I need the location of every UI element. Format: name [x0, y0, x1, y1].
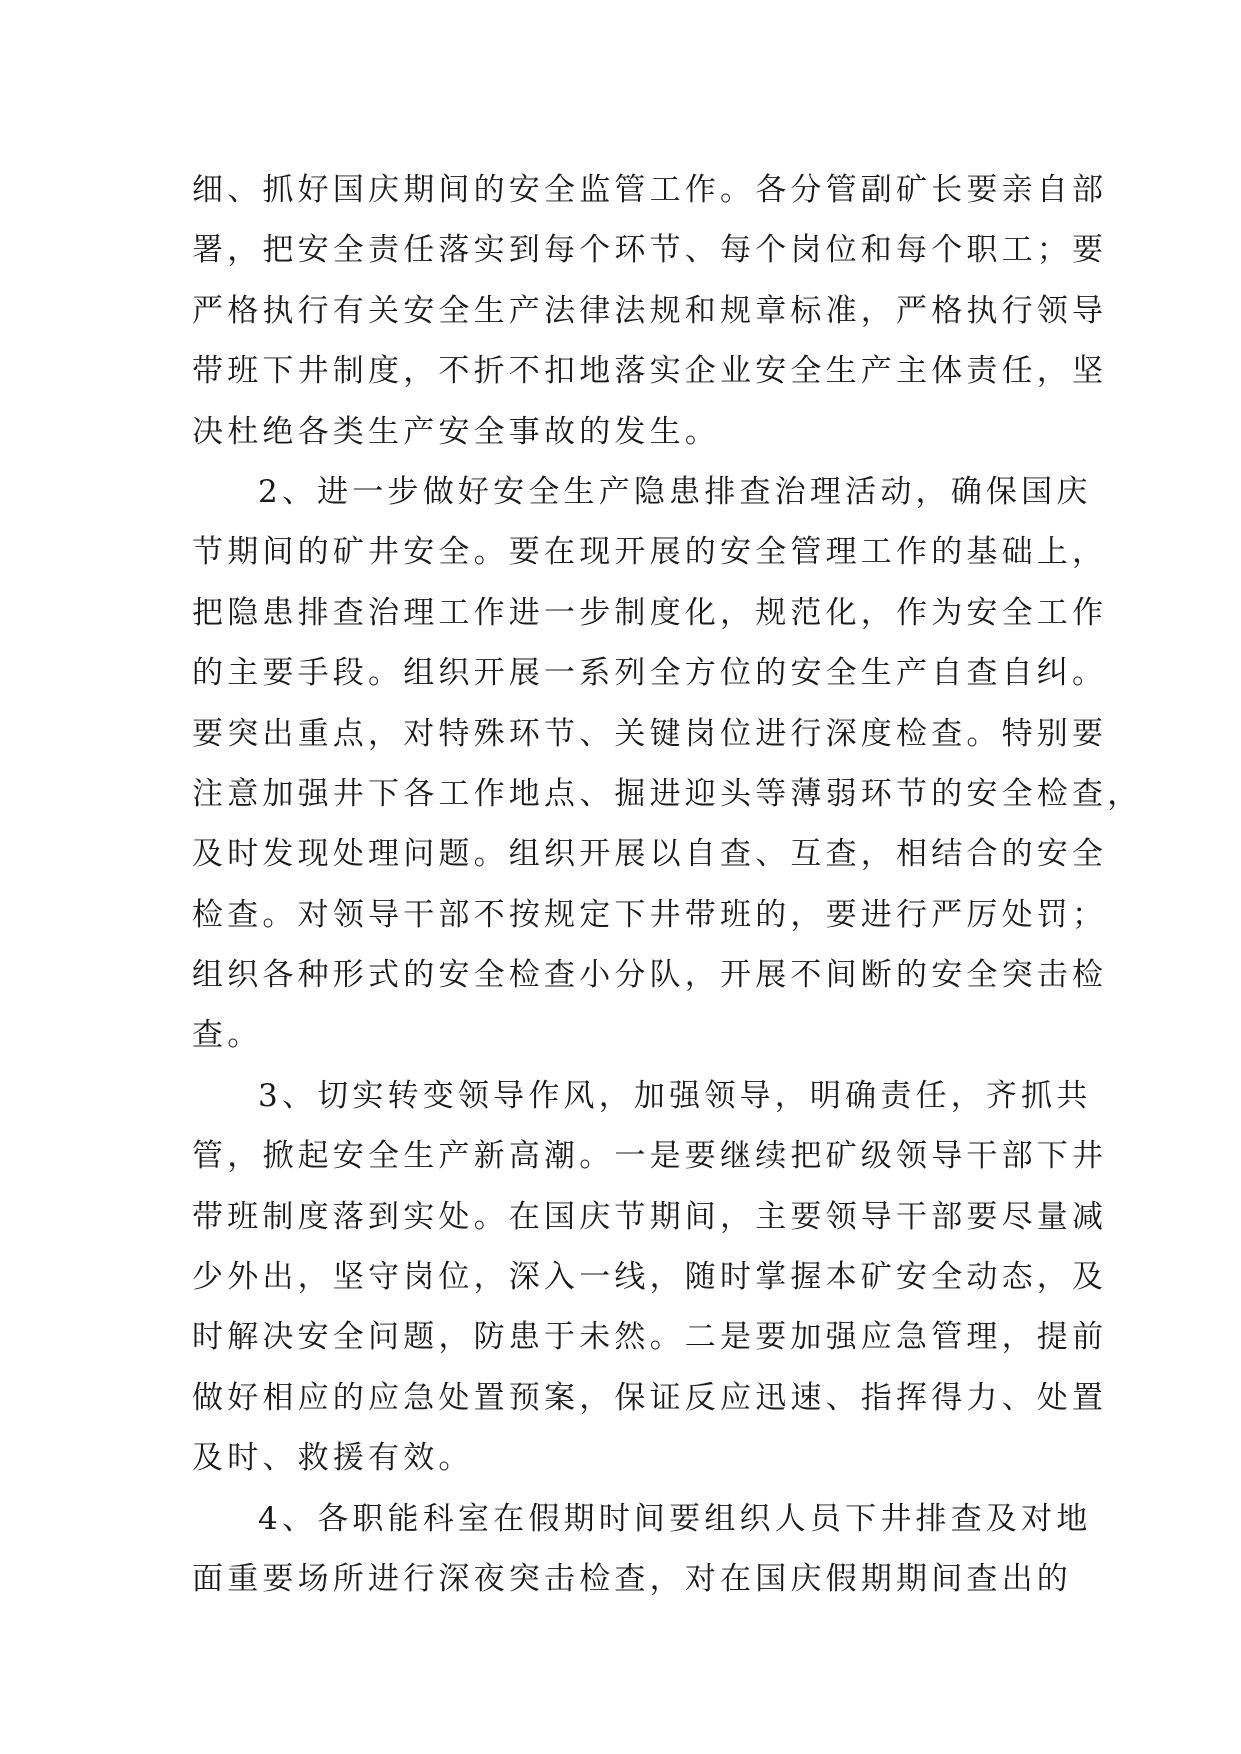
- text-line: 决杜绝各类生产安全事故的发生。: [192, 413, 720, 450]
- text-line: 细、抓好国庆期间的安全监管工作。各分管副矿长要亲自部: [192, 172, 1108, 208]
- text-line: 署，把安全责任落实到每个环节、每个岗位和每个职工；要: [192, 232, 1108, 269]
- text-line: 管，掀起安全生产新高潮。一是要继续把矿级领导干部下井: [192, 1138, 1108, 1175]
- text-line: 检查。对领导干部不按规定下井带班的，要进行严厉处罚；: [192, 896, 1108, 933]
- text-line: 严格执行有关安全生产法律法规和规章标准，严格执行领导: [192, 292, 1108, 329]
- text-line: 时解决安全问题，防患于未然。二是要加强应急管理，提前: [192, 1319, 1108, 1356]
- paragraph-2-first-line: 2、进一步做好安全生产隐患排查治理活动，确保国庆: [258, 473, 1092, 510]
- text-line: 带班制度落到实处。在国庆节期间，主要领导干部要尽量减: [192, 1198, 1108, 1235]
- document-body: [192, 160, 1143, 1609]
- paragraph-4-first-line: 4、各职能科室在假期时间要组织人员下井排查及对地: [258, 1500, 1092, 1537]
- text-line: 带班下井制度，不折不扣地落实企业安全生产主体责任，坚: [192, 353, 1108, 390]
- text-line: 组织各种形式的安全检查小分队，开展不间断的安全突击检: [192, 957, 1108, 994]
- text-line: 查。: [192, 1017, 263, 1054]
- text-line: 的主要手段。组织开展一系列全方位的安全生产自查自纠。: [192, 655, 1108, 692]
- text-line: 及时、救援有效。: [192, 1440, 474, 1477]
- text-line: 少外出，坚守岗位，深入一线，随时掌握本矿安全动态，及: [192, 1259, 1108, 1296]
- text-line: 注意加强井下各工作地点、掘进迎头等薄弱环节的安全检查，: [192, 775, 1143, 812]
- text-line: 要突出重点，对特殊环节、关键岗位进行深度检查。特别要: [192, 715, 1108, 752]
- text-line: 及时发现处理问题。组织开展以自查、互查，相结合的安全: [192, 836, 1108, 873]
- text-line: 做好相应的应急处置预案，保证反应迅速、指挥得力、处置: [192, 1379, 1108, 1416]
- text-line: 面重要场所进行深夜突击检查，对在国庆假期期间查出的: [192, 1560, 1072, 1597]
- text-line: 把隐患排查治理工作进一步制度化，规范化，作为安全工作: [192, 594, 1108, 631]
- text-line: 节期间的矿井安全。要在现开展的安全管理工作的基础上，: [192, 534, 1108, 571]
- paragraph-3-first-line: 3、切实转变领导作风，加强领导，明确责任，齐抓共: [258, 1077, 1092, 1114]
